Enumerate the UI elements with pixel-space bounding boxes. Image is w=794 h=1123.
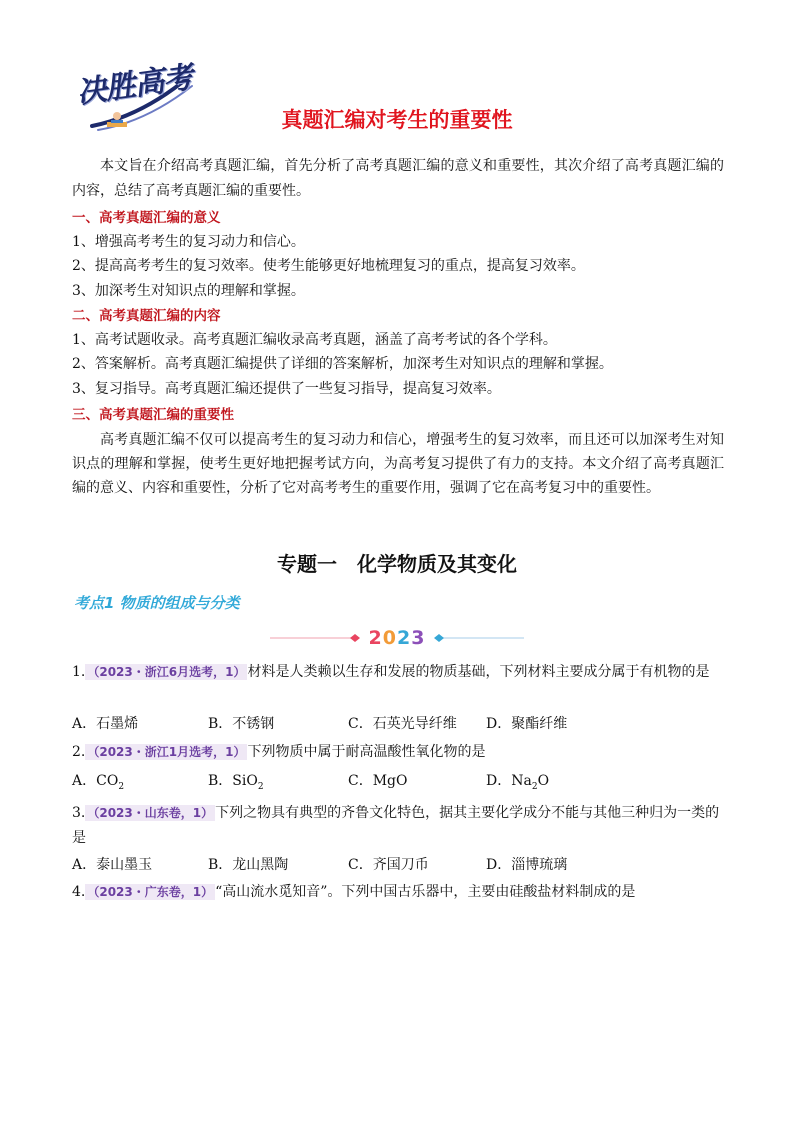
question-stem: 材料是人类赖以生存和发展的物质基础，下列材料主要成分属于有机物的是: [247, 664, 710, 680]
kaodian-heading: 考点1 物质的组成与分类: [74, 594, 240, 612]
option-d: D．聚酯纤维: [486, 716, 568, 732]
question-3: [72, 801, 732, 850]
year-digit: 3: [411, 627, 426, 649]
topic-title: 专题一 化学物质及其变化: [277, 552, 517, 576]
question-1: [72, 660, 732, 685]
section-heading-1: 一、高考真题汇编的意义: [72, 210, 221, 226]
page-title: 真题汇编对考生的重要性: [281, 108, 513, 132]
option-a: A．石墨烯: [72, 716, 139, 732]
question-number: 1.: [72, 664, 86, 680]
option-a: A．泰山墨玉: [72, 857, 153, 873]
year-digit: 2: [368, 627, 383, 649]
year-digit: 0: [382, 627, 397, 649]
question-number: 4.: [72, 884, 86, 900]
question-source: （2023・浙江1月选考，1）: [87, 745, 246, 759]
option-b: B．SiO$_2$: [208, 773, 264, 792]
question-2: [72, 740, 732, 765]
logo-text: 决胜高考: [74, 60, 195, 111]
conclusion-paragraph: 高考真题汇编不仅可以提高考生的复习动力和信心，增强考生的复习效率，而且还可以加深考生对知识点的理解和掌握，使考生更好地把握考试方向，为高考复习提供了有力的支持。本文介绍了高考真题汇编的意义、内容和重要性，分析了它对高考考生的重要作用，强调了它在高考复习中的重要性。: [72, 432, 724, 496]
question-stem: 下列之物具有典型的齐鲁文化特色，据其主要化学成分不能与其他三种归为一类的是: [72, 805, 720, 846]
section-2-item-2: 2、答案解析。高考真题汇编提供了详细的答案解析，加深考生对知识点的理解和掌握。: [72, 356, 613, 372]
option-a: A．$CO_2$: [72, 773, 125, 792]
question-4: [72, 880, 732, 905]
year-label: [270, 626, 524, 650]
option-d: D．$Na_2O$: [486, 773, 550, 792]
option-d: D．淄博琉璃: [486, 857, 568, 873]
option-c: C．齐国刀币: [348, 857, 429, 873]
question-source: （2023・山东卷，1）: [87, 806, 214, 820]
section-2-item-1: 1、高考试题收录。高考真题汇编收录高考真题，涵盖了高考考试的各个学科。: [72, 332, 557, 348]
question-stem: “高山流水觅知音”。下列中国古乐器中，主要由硅酸盐材料制成的是: [215, 884, 636, 900]
intro-paragraph: 本文旨在介绍高考真题汇编，首先分析了高考真题汇编的意义和重要性，其次介绍了高考真题汇编的内容，总结了高考真题汇编的重要性。: [72, 158, 724, 199]
option-b: B．不锈钢: [208, 716, 275, 732]
year-divider: [270, 626, 524, 650]
section-1-item-1: 1、增强高考考生的复习动力和信心。: [72, 234, 305, 250]
question-stem: 下列物质中属于耐高温酸性氧化物的是: [247, 744, 486, 760]
question-source: （2023・浙江6月选考，1）: [87, 665, 246, 679]
option-c: C．MgO: [348, 773, 408, 789]
question-source: （2023・广东卷，1）: [87, 885, 214, 899]
question-number: 3.: [72, 805, 86, 821]
year-digit: 2: [397, 627, 412, 649]
section-heading-2: 二、高考真题汇编的内容: [72, 308, 221, 324]
section-1-item-3: 3、加深考生对知识点的理解和掌握。: [72, 283, 305, 299]
section-2-item-3: 3、复习指导。高考真题汇编还提供了一些复习指导，提高复习效率。: [72, 381, 501, 397]
section-1-item-2: 2、提高高考考生的复习效率。使考生能够更好地梳理复习的重点，提高复习效率。: [72, 258, 585, 274]
option-c: C．石英光导纤维: [348, 716, 457, 732]
section-heading-3: 三、高考真题汇编的重要性: [72, 407, 234, 423]
question-number: 2.: [72, 744, 86, 760]
option-b: B．龙山黑陶: [208, 857, 289, 873]
